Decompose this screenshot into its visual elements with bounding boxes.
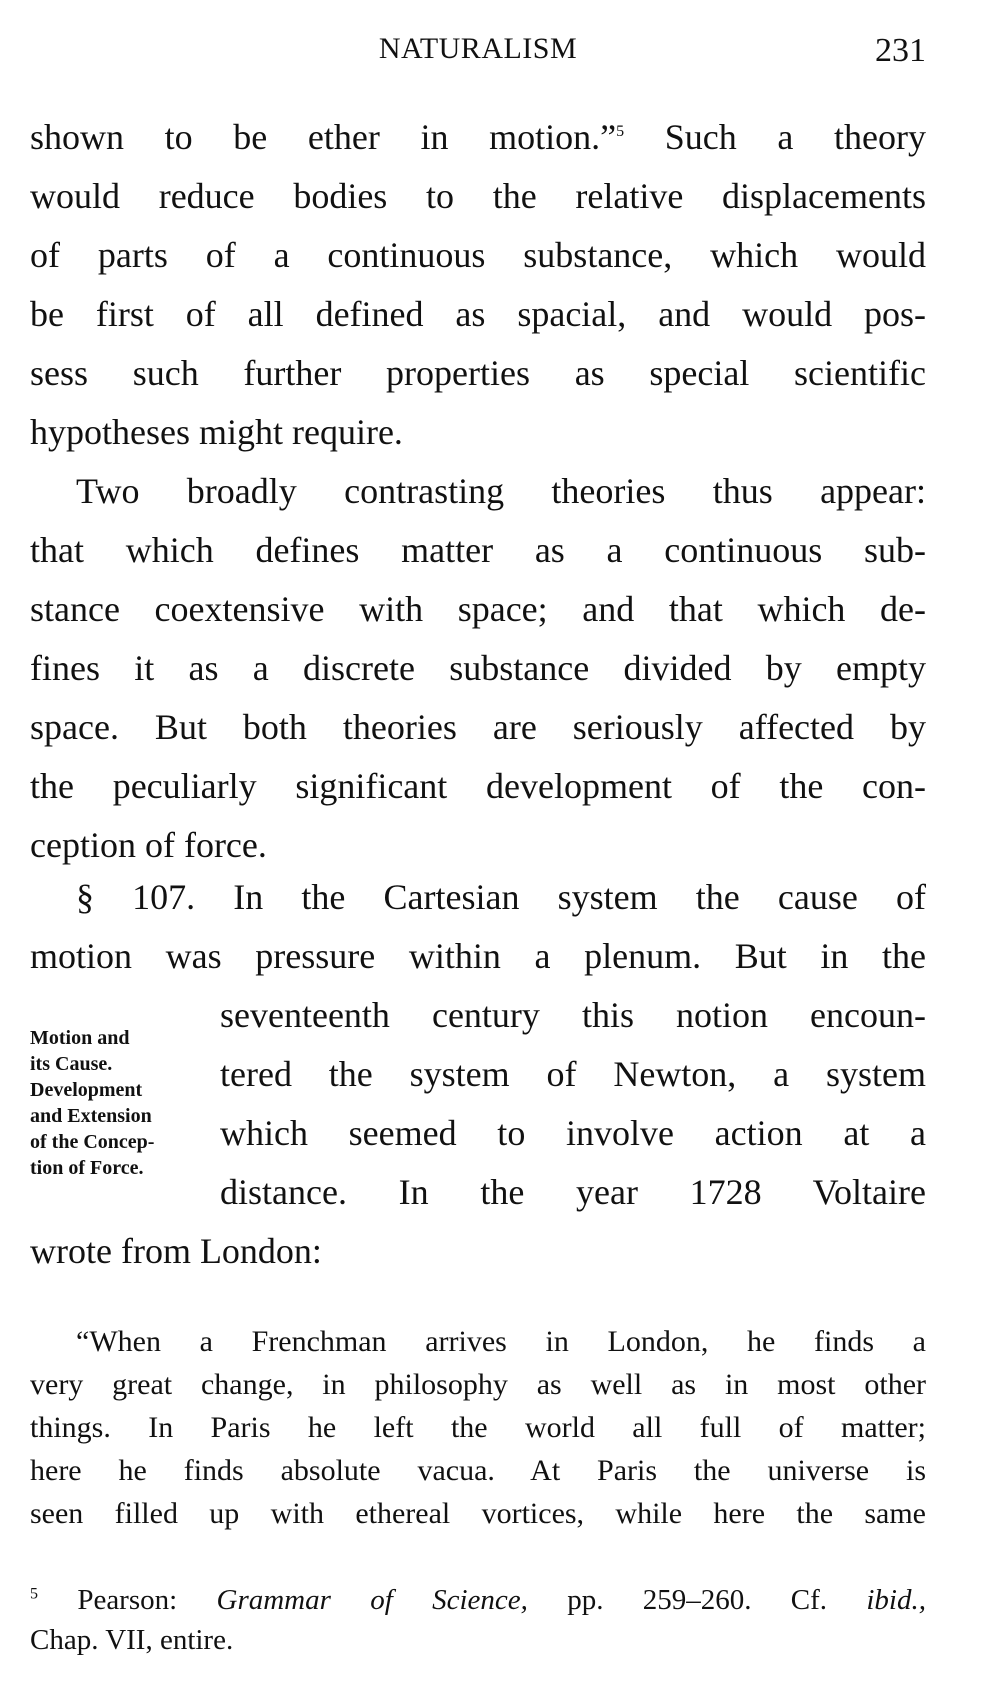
marginal-note-line: and Extension	[30, 1105, 152, 1127]
text-line: the peculiarly significant development of the con-	[30, 766, 926, 806]
paragraph-ether-theory	[30, 108, 926, 462]
marginal-note	[30, 1025, 220, 1181]
block-quote	[30, 1320, 926, 1535]
text-line	[30, 108, 926, 167]
text-line: that which defines matter as a continuous sub-	[30, 530, 926, 570]
page-header	[30, 32, 926, 72]
text-line: § 107. In the Cartesian system the cause of	[76, 877, 926, 917]
marginal-note-line: its Cause.	[30, 1053, 113, 1075]
text-line: tered the system of Newton, a system	[220, 1054, 926, 1094]
text-line: distance. In the year 1728 Voltaire	[220, 1172, 926, 1212]
quote-line: “When a Frenchman arrives in London, he finds a	[76, 1325, 926, 1358]
footnote-author: Pearson:	[77, 1584, 178, 1616]
text-line: fines it as a discrete substance divided by empty	[30, 648, 926, 688]
footnote-pages: pp. 259–260. Cf.	[567, 1584, 828, 1616]
running-head: NATURALISM	[378, 32, 578, 65]
text-line: sess such further properties as special scientific	[30, 353, 926, 393]
page-number: 231	[875, 32, 926, 69]
footnote-marker: 5	[30, 1585, 38, 1603]
text-line: of parts of a continuous substance, which would	[30, 235, 926, 275]
text-line: motion was pressure within a plenum. But in the	[30, 936, 926, 976]
quote-line: here he finds absolute vacua. At Paris the universe is	[30, 1454, 926, 1487]
text-line: be first of all defined as spacial, and would pos-	[30, 294, 926, 334]
text-line: Two broadly contrasting theories thus appear:	[76, 471, 926, 511]
text-line: ception of force.	[30, 825, 267, 865]
marginal-note-line: of the Concep-	[30, 1131, 155, 1153]
text-line: which seemed to involve action at a	[220, 1113, 926, 1153]
marginal-note-line: Motion and	[30, 1027, 130, 1049]
paragraph-contrasting-theories	[30, 462, 926, 875]
footnote-reference: 5	[616, 123, 625, 140]
quote-line: very great change, in philosophy as well as in most other	[30, 1368, 926, 1401]
quote-line: things. In Paris he left the world all full of matter;	[30, 1411, 926, 1444]
quote-line: seen filled up with ethereal vortices, while here the same	[30, 1497, 926, 1530]
text-line: wrote from London:	[30, 1231, 322, 1271]
text-line: stance coextensive with space; and that which de-	[30, 589, 926, 629]
footnote-line	[30, 1580, 926, 1620]
footnote-ibid: ibid.,	[866, 1584, 926, 1616]
text-line: hypotheses might require.	[30, 412, 403, 452]
footnote	[30, 1580, 926, 1660]
text-line: seventeenth century this notion encoun-	[220, 995, 926, 1035]
footnote-title: Grammar of Science,	[216, 1584, 528, 1616]
text-line: space. But both theories are seriously affected by	[30, 707, 926, 747]
text-line-end: Such a theory	[624, 117, 926, 157]
text-line: would reduce bodies to the relative displacements	[30, 176, 926, 216]
marginal-note-line: tion of Force.	[30, 1157, 144, 1179]
marginal-note-line: Development	[30, 1079, 143, 1101]
text-line-start: shown to be ether in motion.”	[30, 117, 617, 157]
footnote-line: Chap. VII, entire.	[30, 1624, 234, 1656]
